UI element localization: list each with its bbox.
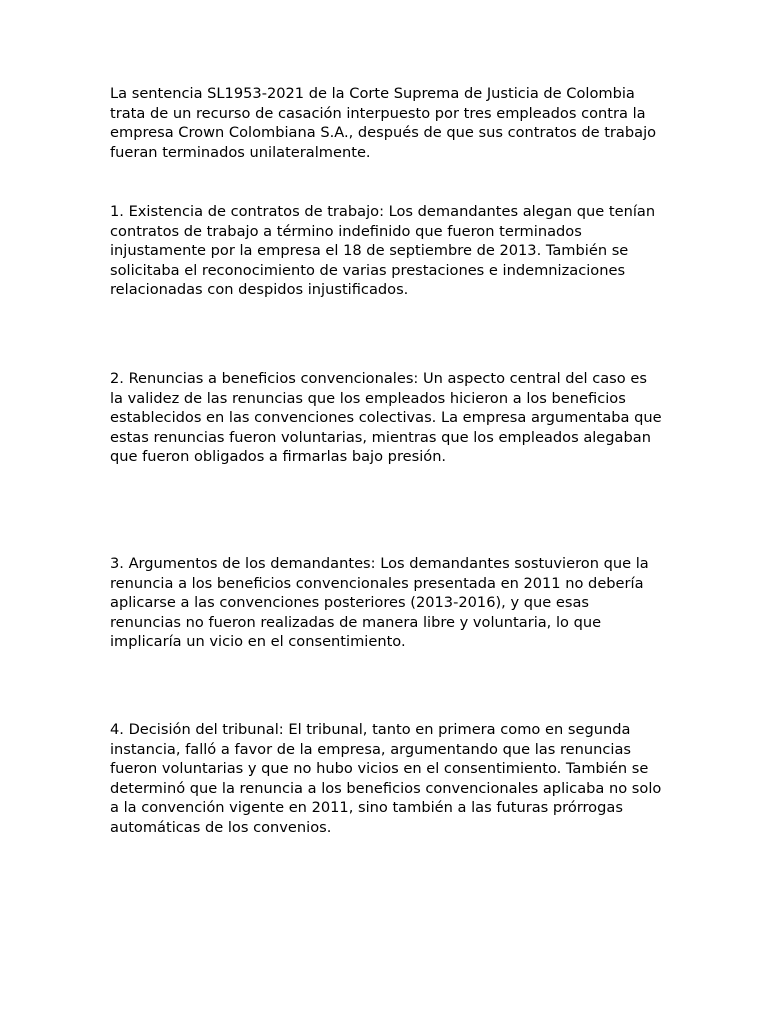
paragraph-arguments: 3. Argumentos de los demandantes: Los demandantes sostuvieron que la renuncia a los beneficios convencionales presentada en 2011 no debería aplicarse a las convenciones posteriores (2013-2016), y que esas renuncias no fueron realizadas de manera libre y voluntaria, lo que implicaría un vicio en el consentimiento. [110, 555, 649, 651]
paragraph-decision: 4. Decisión del tribunal: El tribunal, tanto en primera como en segunda instancia, falló a favor de la empresa, argumentando que las renuncias fueron voluntarias y que no hubo vicios en el consentimiento. También se determinó que la renuncia a los beneficios convencionales aplicaba no solo a la convención vigente en 2011, sino también a las futuras prórrogas automáticas de los convenios. [110, 721, 662, 836]
paragraph-waivers: 2. Renuncias a beneficios convencionales: Un aspecto central del caso es la validez de las renuncias que los empleados hicieron a los beneficios establecidos en las convenciones colectivas. La empresa argumentaba que estas renuncias fueron voluntarias, mientras que los empleados alegaban que fueron obligados a firmarlas bajo presión. [110, 370, 662, 466]
paragraph-contracts: 1. Existencia de contratos de trabajo: Los demandantes alegan que tenían contratos de trabajo a término indefinido que fueron terminados injustamente por la empresa el 18 de septiembre de 2013. También se solicitaba el reconocimiento de varias prestaciones e indemnizaciones relacionadas con despidos injustificados. [110, 203, 656, 299]
intro-paragraph: La sentencia SL1953-2021 de la Corte Suprema de Justicia de Colombia trata de un recurso de casación interpuesto por tres empleados contra la empresa Crown Colombiana S.A., después de que sus contratos de trabajo fueran terminados unilateralmente. [110, 85, 657, 161]
